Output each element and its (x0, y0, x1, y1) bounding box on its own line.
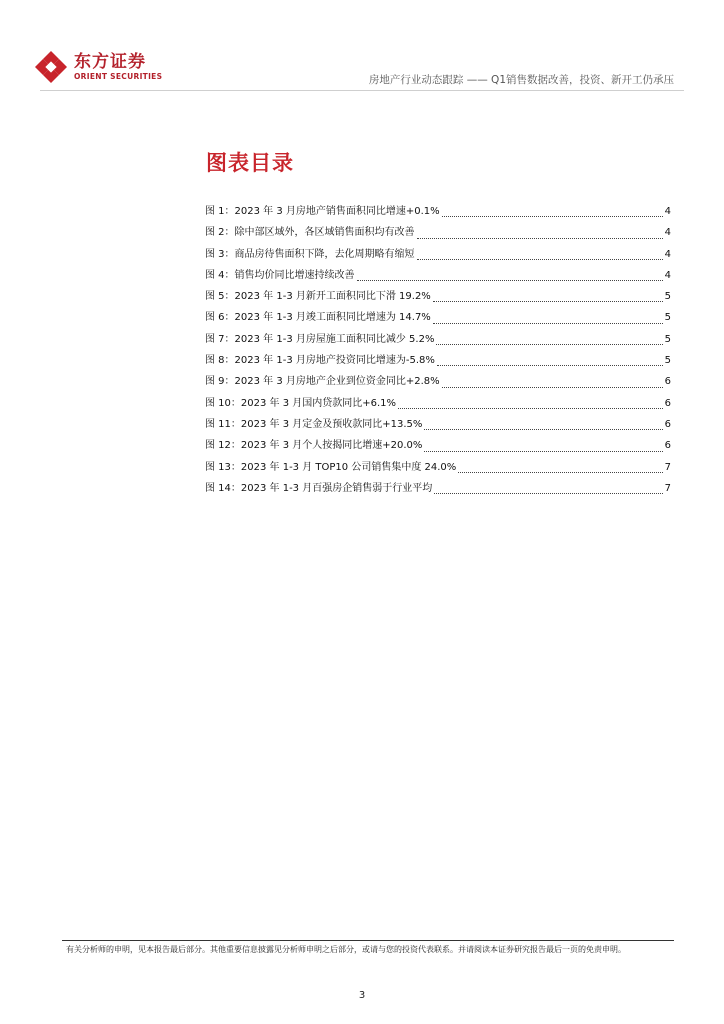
toc-entry-page[interactable]: 6 (664, 397, 671, 409)
toc-entry[interactable] (205, 245, 671, 266)
toc-entry-label[interactable]: 图 10：2023 年 3 月国内贷款同比+6.1% (205, 397, 397, 409)
toc-leader-dots (398, 407, 663, 409)
toc-entry[interactable] (205, 223, 671, 244)
toc-leader-dots (433, 300, 663, 302)
toc-entry[interactable] (205, 287, 671, 308)
toc-leader-dots (437, 364, 663, 366)
footer-disclaimer: 有关分析师的申明，见本报告最后部分。其他重要信息披露见分析师申明之后部分，或请与您的投资代表联系。并请阅读本证券研究报告最后一页的免责申明。 (66, 945, 626, 954)
logo-name-en: ORIENT SECURITIES (74, 71, 163, 81)
toc-entry-page[interactable]: 6 (664, 418, 671, 430)
toc-entry-page[interactable]: 4 (664, 269, 671, 281)
toc-entry[interactable] (205, 330, 671, 351)
page-number: 3 (358, 990, 366, 1001)
toc-entry[interactable] (205, 308, 671, 329)
toc-entry-label[interactable]: 图 5：2023 年 1-3 月新开工面积同比下滑 19.2% (205, 291, 431, 303)
toc-leader-dots (357, 279, 663, 281)
toc-entry-label[interactable]: 图 3：商品房待售面积下降，去化周期略有缩短 (205, 248, 415, 260)
footer-divider (62, 940, 674, 941)
toc-entry-page[interactable]: 5 (664, 291, 671, 303)
toc-entry-label[interactable]: 图 14：2023 年 1-3 月百强房企销售弱于行业平均 (205, 482, 433, 494)
toc-entry[interactable] (205, 372, 671, 393)
toc-leader-dots (434, 492, 662, 494)
toc-entry[interactable] (205, 351, 671, 372)
toc-entry-page[interactable]: 5 (664, 312, 671, 324)
toc-entry-label[interactable]: 图 8：2023 年 1-3 月房地产投资同比增速为-5.8% (205, 355, 435, 367)
toc-entry-label[interactable]: 图 2：除中部区域外，各区域销售面积均有改善 (205, 227, 415, 239)
toc-leader-dots (458, 471, 662, 473)
toc-leader-dots (424, 450, 662, 452)
toc-entry[interactable] (205, 415, 671, 436)
toc-leader-dots (442, 386, 663, 388)
logo-icon (34, 50, 68, 84)
logo-name-cn: 东方证券 (74, 51, 146, 72)
toc-entry-page[interactable]: 6 (664, 440, 671, 452)
toc-entry-label[interactable]: 图 11：2023 年 3 月定金及预收款同比+13.5% (205, 418, 423, 430)
toc-entry-page[interactable]: 5 (664, 333, 671, 345)
toc-leader-dots (417, 258, 663, 260)
toc-entry-page[interactable]: 4 (664, 227, 671, 239)
table-of-figures (205, 202, 671, 500)
report-title: 房地产行业动态跟踪 —— Q1销售数据改善，投资、新开工仍承压 (368, 74, 674, 86)
toc-entry-page[interactable]: 7 (664, 461, 671, 473)
toc-entry-page[interactable]: 4 (664, 206, 671, 217)
toc-entry[interactable] (205, 436, 671, 457)
section-title: 图表目录 (206, 151, 294, 175)
header-divider (40, 90, 684, 91)
toc-leader-dots (436, 343, 662, 345)
toc-entry[interactable] (205, 479, 671, 500)
toc-leader-dots (442, 215, 663, 217)
toc-entry[interactable] (205, 266, 671, 287)
toc-entry-label[interactable]: 图 4：销售均价同比增速持续改善 (205, 269, 355, 281)
toc-entry-label[interactable]: 图 9：2023 年 3 月房地产企业到位资金同比+2.8% (205, 376, 440, 388)
toc-entry-label[interactable]: 图 13：2023 年 1-3 月 TOP10 公司销售集中度 24.0% (205, 461, 457, 473)
toc-entry-label[interactable]: 图 1：2023 年 3 月房地产销售面积同比增速+0.1% (205, 206, 440, 217)
toc-leader-dots (424, 428, 662, 430)
toc-entry-label[interactable]: 图 7：2023 年 1-3 月房屋施工面积同比减少 5.2% (205, 333, 435, 345)
company-logo (34, 50, 162, 84)
toc-leader-dots (433, 322, 663, 324)
toc-entry[interactable] (205, 458, 671, 479)
toc-entry-page[interactable]: 6 (664, 376, 671, 388)
toc-entry[interactable] (205, 202, 671, 223)
toc-entry[interactable] (205, 394, 671, 415)
toc-entry-page[interactable]: 5 (664, 355, 671, 367)
toc-entry-label[interactable]: 图 12：2023 年 3 月个人按揭同比增速+20.0% (205, 440, 423, 452)
toc-entry-page[interactable]: 4 (664, 248, 671, 260)
toc-leader-dots (417, 237, 663, 239)
toc-entry-page[interactable]: 7 (664, 482, 671, 494)
toc-entry-label[interactable]: 图 6：2023 年 1-3 月竣工面积同比增速为 14.7% (205, 312, 431, 324)
